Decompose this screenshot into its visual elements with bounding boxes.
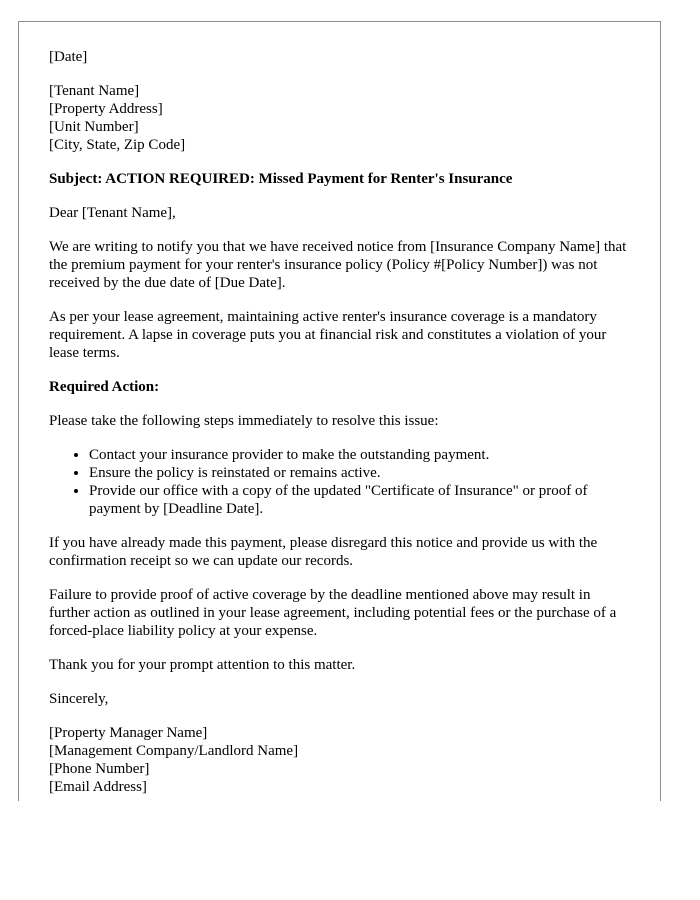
letter-date: [Date] (49, 49, 88, 65)
action-steps-list (49, 446, 634, 518)
required-action-heading: Required Action: (49, 379, 160, 395)
letter-signoff: Sincerely, (49, 691, 109, 707)
notice-paragraph: We are writing to notify you that we have received notice from [Insurance Company Name] that the premium payment for your renter's insurance policy (Policy #[Policy Number]) was not received by the due date of [Due Date]. (49, 239, 627, 291)
signature-block (49, 724, 634, 796)
steps-intro: Please take the following steps immediately to resolve this issue: (49, 413, 439, 429)
letter-body (49, 48, 634, 801)
already-paid-paragraph: If you have already made this payment, please disregard this notice and provide us with the confirmation receipt so we can update our records. (49, 535, 598, 569)
letter-salutation: Dear [Tenant Name], (49, 205, 176, 221)
list-item: • Ensure the policy is reinstated or remains active. (89, 464, 634, 482)
signature-manager-name: [Property Manager Name] (49, 725, 208, 741)
recipient-unit-number: [Unit Number] (49, 119, 139, 135)
recipient-property-address: [Property Address] (49, 101, 163, 117)
letter-subject: Subject: ACTION REQUIRED: Missed Payment for Renter's Insurance (49, 171, 513, 187)
signature-email: [Email Address] (49, 779, 147, 795)
lease-requirement-paragraph: As per your lease agreement, maintaining active renter's insurance coverage is a mandatory requirement. A lapse in coverage puts you at financial risk and constitutes a violation of your lease terms. (49, 309, 607, 361)
recipient-city-state-zip: [City, State, Zip Code] (49, 137, 186, 153)
recipient-name: [Tenant Name] (49, 83, 140, 99)
letter-frame (18, 21, 661, 801)
list-item: • Provide our office with a copy of the updated "Certificate of Insurance" or proof of payment by [Deadline Date]. (89, 482, 634, 518)
date-line (49, 48, 634, 66)
signature-company-name: [Management Company/Landlord Name] (49, 743, 299, 759)
signature-phone: [Phone Number] (49, 761, 150, 777)
consequences-paragraph: Failure to provide proof of active coverage by the deadline mentioned above may result in further action as outlined in your lease agreement, including potential fees or the purchase of a forced-place liability policy at your expense. (49, 587, 617, 639)
list-item: • Contact your insurance provider to make the outstanding payment. (89, 446, 634, 464)
thank-you-paragraph: Thank you for your prompt attention to this matter. (49, 657, 356, 673)
recipient-address (49, 82, 634, 154)
